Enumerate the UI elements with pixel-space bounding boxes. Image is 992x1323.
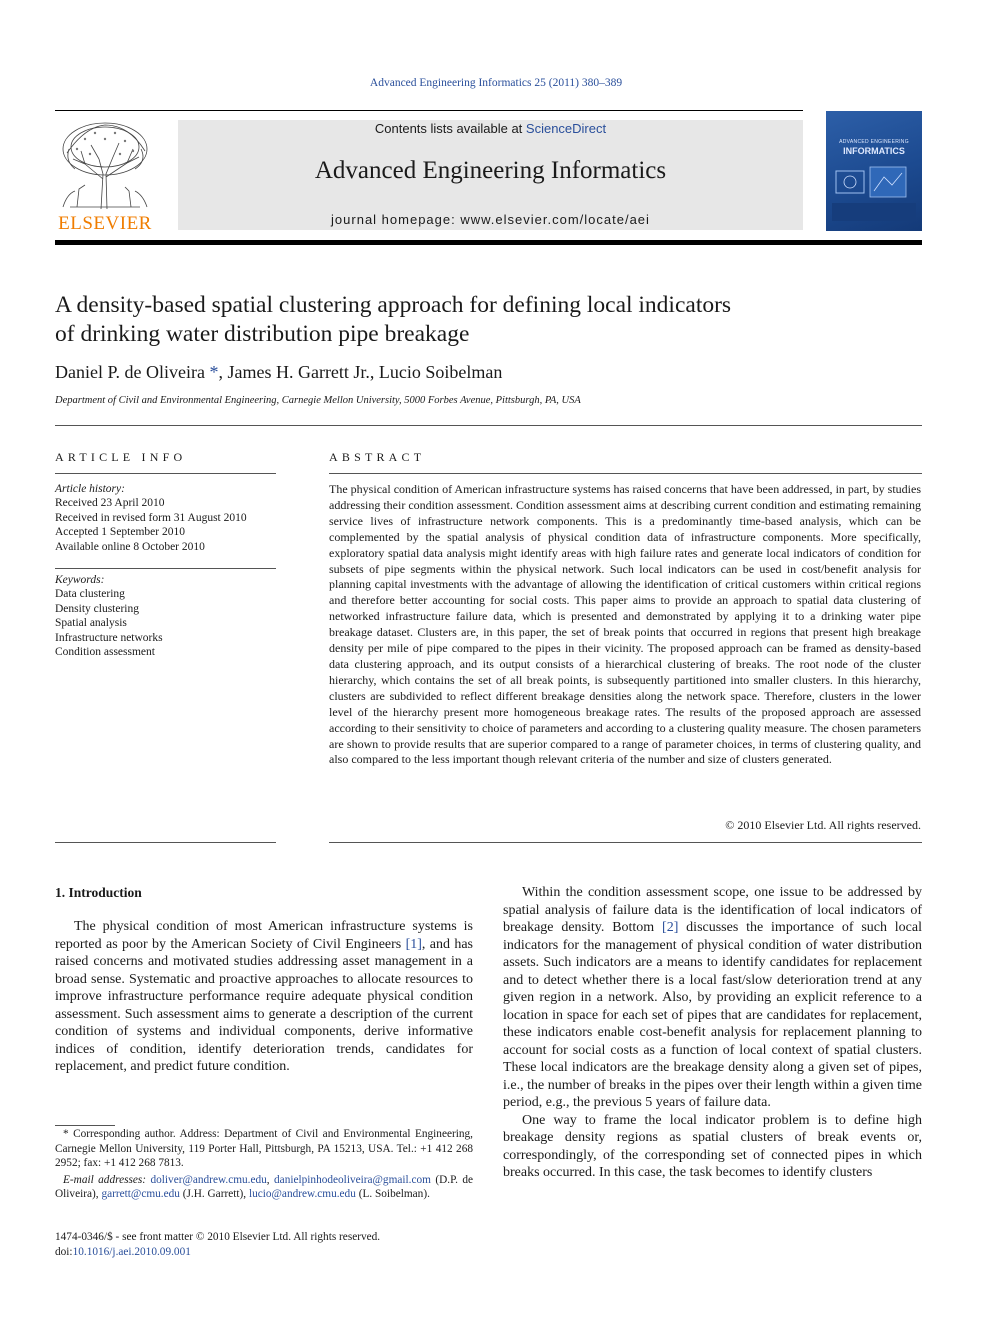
keyword: Condition assessment xyxy=(55,646,155,659)
abstract-copyright: © 2010 Elsevier Ltd. All rights reserved. xyxy=(725,818,921,832)
journal-cover-image[interactable] xyxy=(826,111,922,231)
elsevier-logo[interactable] xyxy=(55,119,155,233)
footnote-text: Corresponding author. Address: Department of Civil and Environmental Engineering, Carnegie Mellon University, 119 Porter Hall, Pittsburgh, PA 15213, USA. Tel.: +1 412 268 2952; fax: +1 412 268 7813. xyxy=(55,1128,473,1170)
history-item: Received 23 April 2010 xyxy=(55,497,165,510)
article-info-heading: ARTICLE INFO xyxy=(55,450,187,464)
info-rule xyxy=(55,842,276,843)
author-name: Daniel P. de Oliveira xyxy=(55,362,205,382)
body-column-left xyxy=(55,918,473,1076)
abstract-rule xyxy=(329,473,922,474)
front-matter-info xyxy=(55,1230,473,1259)
keywords-label: Keywords: xyxy=(55,574,105,586)
title-line-2: of drinking water distribution pipe breakage xyxy=(55,321,470,347)
history-label: Article history: xyxy=(55,483,125,495)
reference-link[interactable]: [1] xyxy=(405,936,422,952)
article-title xyxy=(55,291,855,349)
history-item: Received in revised form 31 August 2010 xyxy=(55,511,247,524)
keyword: Data clustering xyxy=(55,588,125,601)
email-link[interactable]: garrett@cmu.edu xyxy=(101,1188,180,1201)
affiliation: Department of Civil and Environmental Engineering, Carnegie Mellon University, 5000 Forbes Avenue, Pittsburgh, PA, USA xyxy=(55,395,581,406)
body-paragraph xyxy=(55,918,473,1076)
email-link[interactable]: danielpinhodeoliveira@gmail.com xyxy=(274,1173,431,1186)
author-names-rest: , James H. Garrett Jr., Lucio Soibelman xyxy=(218,362,503,382)
cover-big-text: INFORMATICS xyxy=(843,146,905,156)
header-rule xyxy=(55,110,803,111)
doi-line xyxy=(55,1245,473,1260)
homepage-line xyxy=(178,212,803,227)
body-column-right xyxy=(503,884,922,1182)
email-link[interactable]: lucio@andrew.cmu.edu xyxy=(248,1188,356,1201)
author-list xyxy=(55,362,502,383)
doi-link[interactable]: 10.1016/j.aei.2010.09.001 xyxy=(72,1245,191,1258)
email-addresses: E-mail addresses: doliver@andrew.cmu.edu, danielpinhodeoliveira@gmail.com (D.P. de Oliveira), garrett@cmu.edu (J.H. Garrett), lucio@andrew.cmu.edu (L. Soibelman). xyxy=(55,1173,474,1201)
doi-prefix: doi: xyxy=(55,1245,73,1258)
email-label: E-mail addresses: xyxy=(63,1173,147,1186)
paragraph-text: Within the condition assessment scope, one issue to be addressed by spatial analysis of failure data is the identification of local indicators of breakage density. Bottom xyxy=(503,885,922,935)
title-rule xyxy=(55,425,922,426)
email-owner: (D.P. de Oliveira), xyxy=(55,1173,474,1201)
paragraph-text: , and has raised concerns and motivated studies addressing asset management in a broad sense. Systematic and proactive approaches to allocate resources to improve infrastructure performance require adequate physical condition assessment. Such assessment aims to generate a description of the current condition of systems and individual components, derive informative indices of condition, identify deterioration trends, candidates for replacement, and predict future condition. xyxy=(55,936,473,1074)
reference-link[interactable]: [2] xyxy=(662,920,679,935)
footnote xyxy=(55,1127,473,1202)
footnote-rule xyxy=(55,1125,115,1126)
section-heading: 1. Introduction xyxy=(55,885,142,900)
elsevier-wordmark: ELSEVIER xyxy=(58,213,152,234)
abstract-rule xyxy=(329,842,922,843)
title-line-1: A density-based spatial clustering approach for defining local indicators xyxy=(55,292,732,318)
keyword: Infrastructure networks xyxy=(55,631,163,644)
corresponding-author-note xyxy=(55,1127,473,1171)
elsevier-tree-icon xyxy=(55,119,155,211)
corresponding-author-link[interactable]: * xyxy=(209,362,219,382)
email-owner: (J.H. Garrett), xyxy=(182,1188,247,1201)
issn-line: 1474-0346/$ - see front matter © 2010 Elsevier Ltd. All rights reserved. xyxy=(55,1231,381,1243)
abstract-text: The physical condition of American infrastructure systems has raised concerns that have been addressed, in part, by studies addressing their condition assessment. Condition assessment aims at describing current condition and estimating remaining service lives of infrastructure network components. This is a predominantly time-based analysis, which can be complemented by the spatial analysis of physical condition data of infrastructure components. More specifically, exploratory spatial data analysis might identify areas with high failure rates and generate local indicators of condition for subsets of pipe segments within the physical network. Such local indicators can be used in cost/benefit analysis for planning capital investments with the advantage of allowing the identification of critical customers within critical regions and therefore better accounting for social costs. This paper aims to provide an approach to spatial data clustering of networked infrastructure failure data, which is presented and demonstrated by applying it to a drinking water pipe breakage dataset. Clusters are, in this paper, the set of break points that occurred in regions that present high breakage density per mile of pipe compared to the pipes in their vicinity. The proposed approach can be framed as density-based data clustering approach, and its output consists of a hierarchical clustering of breaks. The root node of the cluster hierarchy, which contains the set of all break points, is subsequently partitioned into smaller clusters. In this hierarchy, clusters are subdivided to reflect different breakage densities along the network space. Therefore, clusters in the lower level of the hierarchy present more homogeneous breakage rates. The results of the proposed approach are assessed according to their sensitivity to choice of parameters and according to a clustering quality measure. The chosen parameters are shown to provide results that are superior compared to a range of parameter choices, in terms of clustering quality, and also compared to the less important though relevant criteria of the number and size of clusters generated. xyxy=(329,482,921,767)
header-thick-rule xyxy=(55,240,922,245)
homepage-prefix: journal homepage: xyxy=(331,212,461,227)
history-item: Available online 8 October 2010 xyxy=(55,540,205,553)
homepage-link[interactable]: www.elsevier.com/locate/aei xyxy=(460,212,650,227)
body-paragraph xyxy=(503,884,922,1112)
journal-citation[interactable]: Advanced Engineering Informatics 25 (2011) 380–389 xyxy=(369,77,623,89)
journal-title: Advanced Engineering Informatics xyxy=(314,157,667,184)
cover-art-icon xyxy=(826,111,922,231)
cover-small-text: ADVANCED ENGINEERING xyxy=(839,139,909,145)
keyword: Density clustering xyxy=(55,602,139,615)
email-owner: (L. Soibelman). xyxy=(358,1188,430,1201)
paragraph-text: The physical condition of most American infrastructure systems is reported as poor by the American Society of Civil Engineers xyxy=(55,919,473,952)
contents-line xyxy=(178,121,803,136)
body-paragraph: One way to frame the local indicator problem is to define high breakage density regions as spatial clusters of break events or, correspondingly, of the corresponding set of connected pipes in which breaks occurred. In this case, the task becomes to identify clusters xyxy=(503,1112,922,1180)
email-link[interactable]: doliver@andrew.cmu.edu xyxy=(150,1173,267,1186)
sciencedirect-link[interactable]: ScienceDirect xyxy=(525,121,607,136)
footnote-mark: * xyxy=(63,1128,69,1140)
info-rule xyxy=(55,568,276,569)
keyword: Spatial analysis xyxy=(55,617,127,630)
contents-prefix: Contents lists available at xyxy=(374,121,526,136)
history-item: Accepted 1 September 2010 xyxy=(55,526,185,539)
article-history xyxy=(55,482,276,554)
abstract-heading: ABSTRACT xyxy=(329,450,426,464)
info-rule xyxy=(55,473,276,474)
paragraph-text: discusses the importance of such local indicators for the management of physical condition of water distribution assets. Such indicators are a means to identify candidates for replacement and to detect whether there is a local fast/slow deterioration trend at any given region in a network. Also, by providing an explicit reference to a location in space for each set of pipes that are candidates for replacement, these indicators enable cost-benefit analysis for replacement planning to account for social costs as a function of local context of spatial clusters. These local indicators are the breakage density along a given set of pipes, i.e., the number of breaks in the pipes over their length within a given time period, e.g., the previous 5 years of failure data. xyxy=(503,920,923,1110)
keywords xyxy=(55,573,276,659)
